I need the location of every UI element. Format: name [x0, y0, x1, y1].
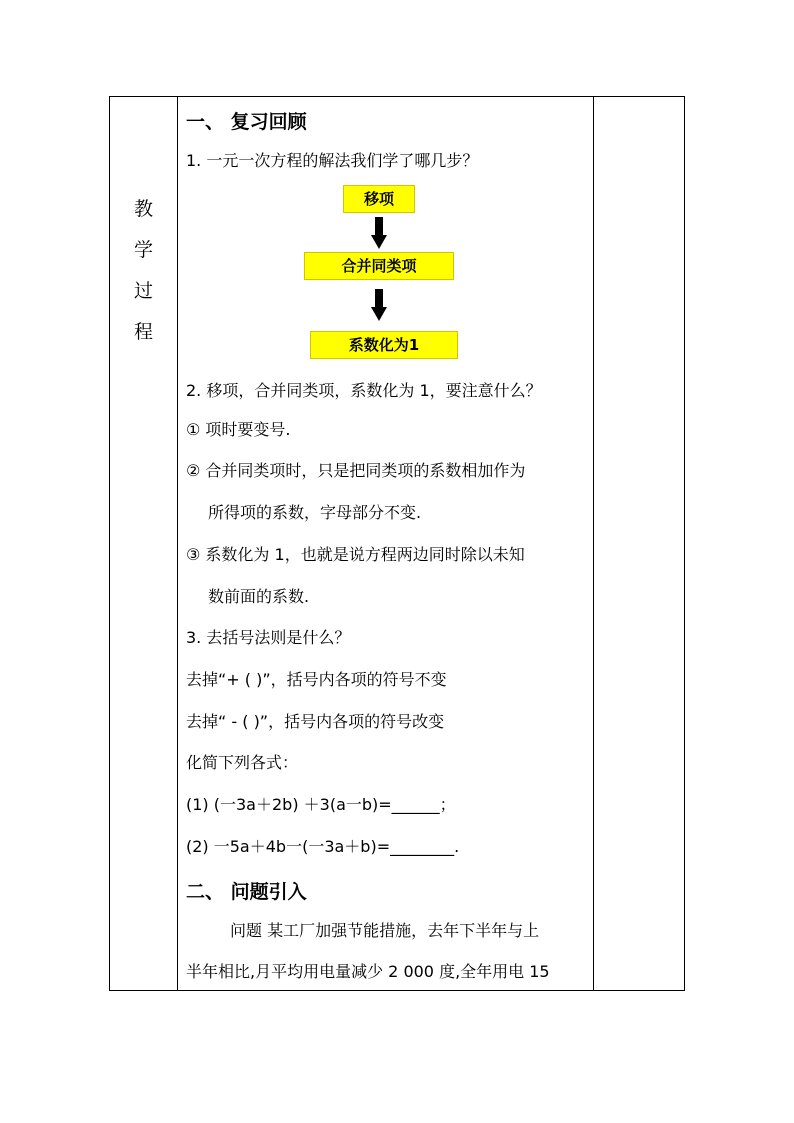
answer-1: ① 项时要变号.: [186, 420, 291, 439]
section-heading-review: 一、 复习回顾: [186, 111, 307, 133]
arrow-down-icon: [371, 289, 387, 321]
question-3: 3. 去括号法则是什么？: [186, 628, 351, 647]
side-label-char: 过: [133, 280, 153, 302]
arrow-down-icon: [371, 217, 387, 249]
flow-step-move-terms: 移项: [343, 185, 415, 213]
expression-1: (1) (一3a＋2b) ＋3(a一b)=______；: [186, 795, 456, 814]
flow-step-combine-like-terms: 合并同类项: [304, 252, 454, 280]
problem-paragraph-line-1: 问题 某工厂加强节能措施，去年下半年与上: [230, 921, 540, 940]
lesson-table: [109, 96, 685, 991]
problem-paragraph-line-2: 半年相比,月平均用电量减少 2 000 度,全年用电 15: [186, 962, 550, 981]
expression-2: (2) 一5a＋4b一(一3a＋b)=________.: [186, 837, 460, 856]
answer-2-line-2: 所得项的系数，字母部分不变.: [208, 503, 422, 522]
side-label-char: 教: [133, 198, 153, 220]
side-label-column: [110, 189, 177, 353]
bracket-rule-minus: 去掉“ - ( )”，括号内各项的符号改变: [186, 712, 445, 731]
question-1: 1. 一元一次方程的解法我们学了哪几步？: [186, 151, 479, 170]
question-2: 2. 移项，合并同类项，系数化为 1，要注意什么？: [186, 381, 542, 400]
answer-3-line-2: 数前面的系数.: [208, 587, 310, 606]
answer-2-line-1: ② 合并同类项时，只是把同类项的系数相加作为: [186, 461, 526, 480]
section-heading-problem: 二、 问题引入: [186, 881, 307, 903]
flow-step-coefficient-to-one: 系数化为1: [310, 331, 458, 359]
side-label-char: 程: [133, 321, 153, 343]
side-label-char: 学: [133, 239, 153, 261]
answer-3-line-1: ③ 系数化为 1，也就是说方程两边同时除以未知: [186, 545, 525, 564]
bracket-rule-plus: 去掉“+ ( )”，括号内各项的符号不变: [186, 670, 447, 689]
column-divider-right: [593, 97, 594, 990]
simplify-instruction: 化简下列各式：: [186, 753, 299, 772]
column-divider-left: [177, 97, 178, 990]
